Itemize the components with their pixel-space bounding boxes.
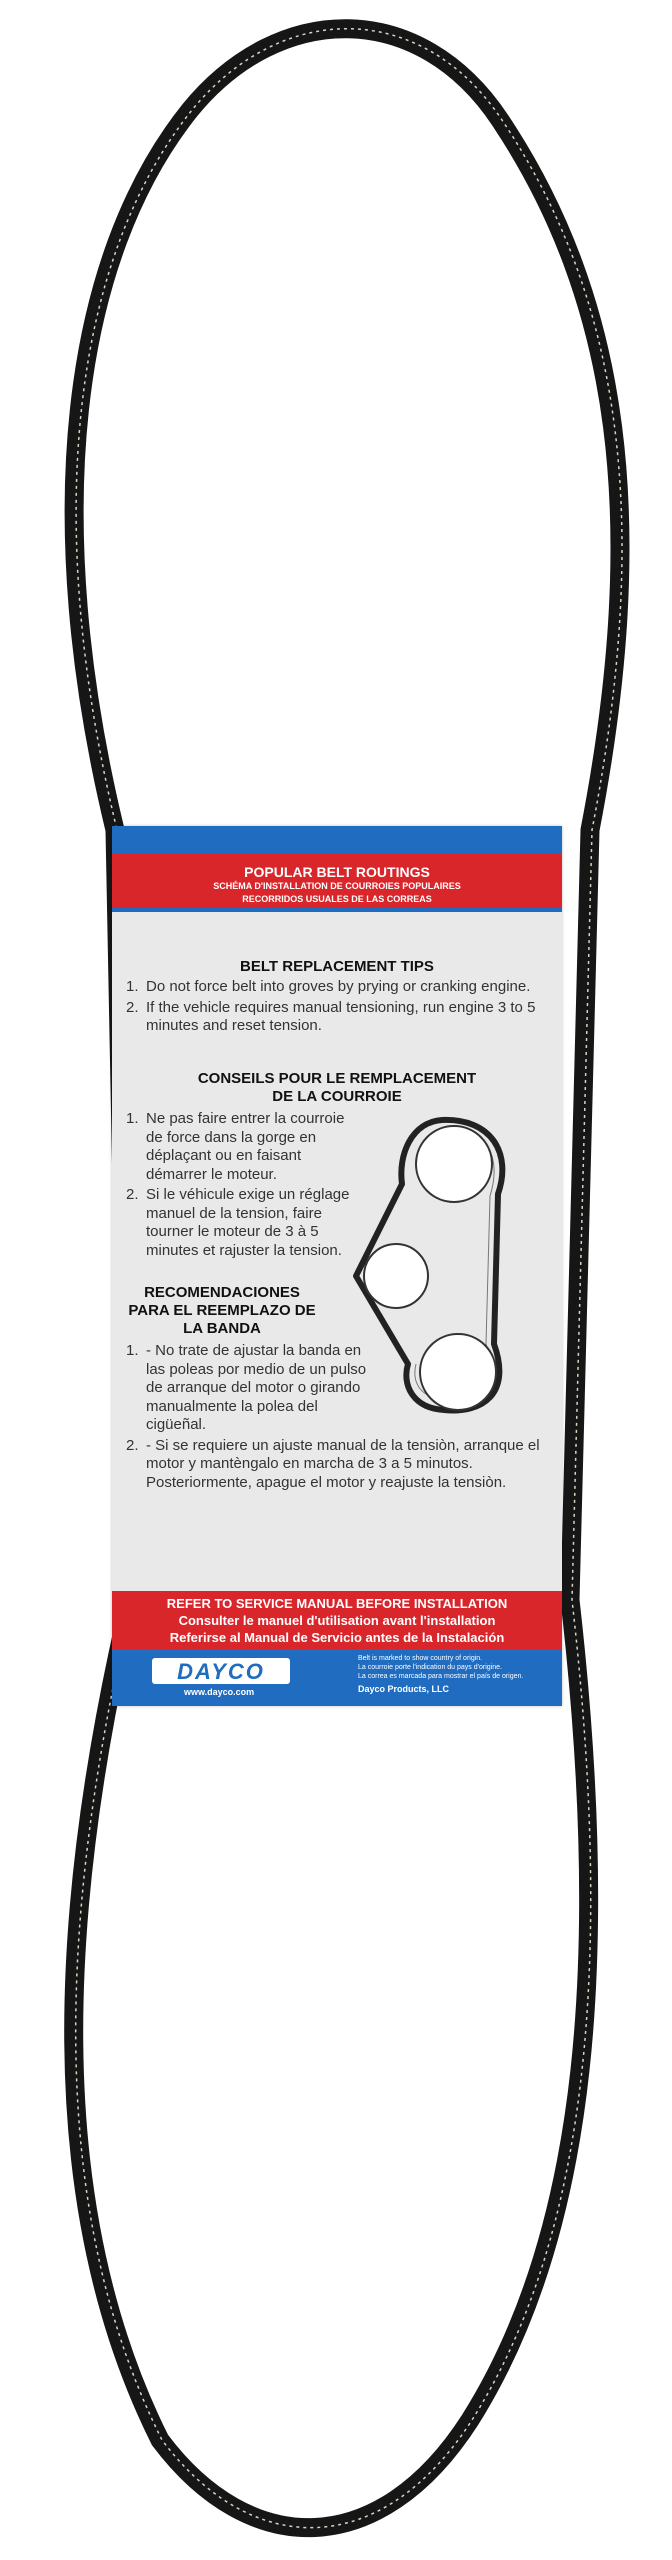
tips-title-es-2: PARA EL REEMPLAZO DE [128, 1302, 316, 1319]
website-url: www.dayco.com [184, 1687, 255, 1697]
origin-note-es: La correa es marcada para mostrar el país de origen. [358, 1673, 524, 1680]
list-item: 2. - Si se requiere un ajuste manual de la tensiòn, arranque el motor y mantèngalo en marcha de 3 a 5 minutos. Posteriormente, apague el motor y reajuste la tensiòn. [126, 1436, 540, 1491]
list-item: 2. Si le véhicule exige un réglage manuel de la tension, faire tourner le moteur de 3 à 5 minutes et rajuster la tension. [126, 1186, 350, 1259]
belt-routing-diagram [352, 1114, 518, 1414]
list-item: 1. Ne pas faire entrer la courroie de force dans la gorge en déplaçant ou en faisant démarrer le moteur. [126, 1110, 345, 1183]
origin-note-fr: La courroie porte l'indication du pays d'origine. [358, 1664, 502, 1671]
footer-warning-en: REFER TO SERVICE MANUAL BEFORE INSTALLATION [166, 1596, 508, 1611]
origin-note-en: Belt is marked to show country of origin. [358, 1655, 483, 1662]
list-item: 1. - No trate de ajustar la banda en las poleas por medio de un pulso de arranque del motor o girando manualmente la polea del cigüeñal. [126, 1342, 367, 1433]
header-title-es: RECORRIDOS USUALES DE LAS CORREAS [242, 894, 432, 904]
tips-title-es-3: LA BANDA [183, 1320, 261, 1337]
tips-list-fr [126, 1110, 354, 1262]
tips-title-es-1: RECOMENDACIONES [144, 1284, 300, 1301]
dayco-logo [152, 1658, 290, 1684]
header-blue-stripe-bottom [112, 908, 562, 912]
list-item: 2. If the vehicle requires manual tensioning, run engine 3 to 5 minutes and reset tension. [126, 998, 536, 1034]
footer-warning-es: Referirse al Manual de Servicio antes de la Instalación [169, 1630, 505, 1645]
crankshaft-pulley-top [416, 1126, 492, 1202]
tips-title-fr-1: CONSEILS POUR LE REMPLACEMENT [197, 1070, 477, 1087]
company-name: Dayco Products, LLC [358, 1684, 450, 1694]
header-title-fr: SCHÉMA D'INSTALLATION DE COURROIES POPULAIRES [213, 881, 461, 891]
tips-title-en: BELT REPLACEMENT TIPS [240, 958, 434, 975]
dayco-logo-text: DAYCO [177, 1659, 265, 1684]
header-title-en: POPULAR BELT ROUTINGS [244, 864, 430, 880]
footer-warning-fr: Consulter le manuel d'utilisation avant l'installation [178, 1613, 496, 1628]
tips-list-en [126, 978, 546, 1038]
product-card [112, 826, 562, 1706]
idler-pulley-left [364, 1244, 428, 1308]
tips-title-fr-2: DE LA COURROIE [272, 1088, 402, 1105]
list-item: 1. Do not force belt into groves by prying or cranking engine. [126, 978, 531, 995]
pulley-bottom [420, 1334, 496, 1410]
header-blue-stripe [112, 826, 562, 854]
